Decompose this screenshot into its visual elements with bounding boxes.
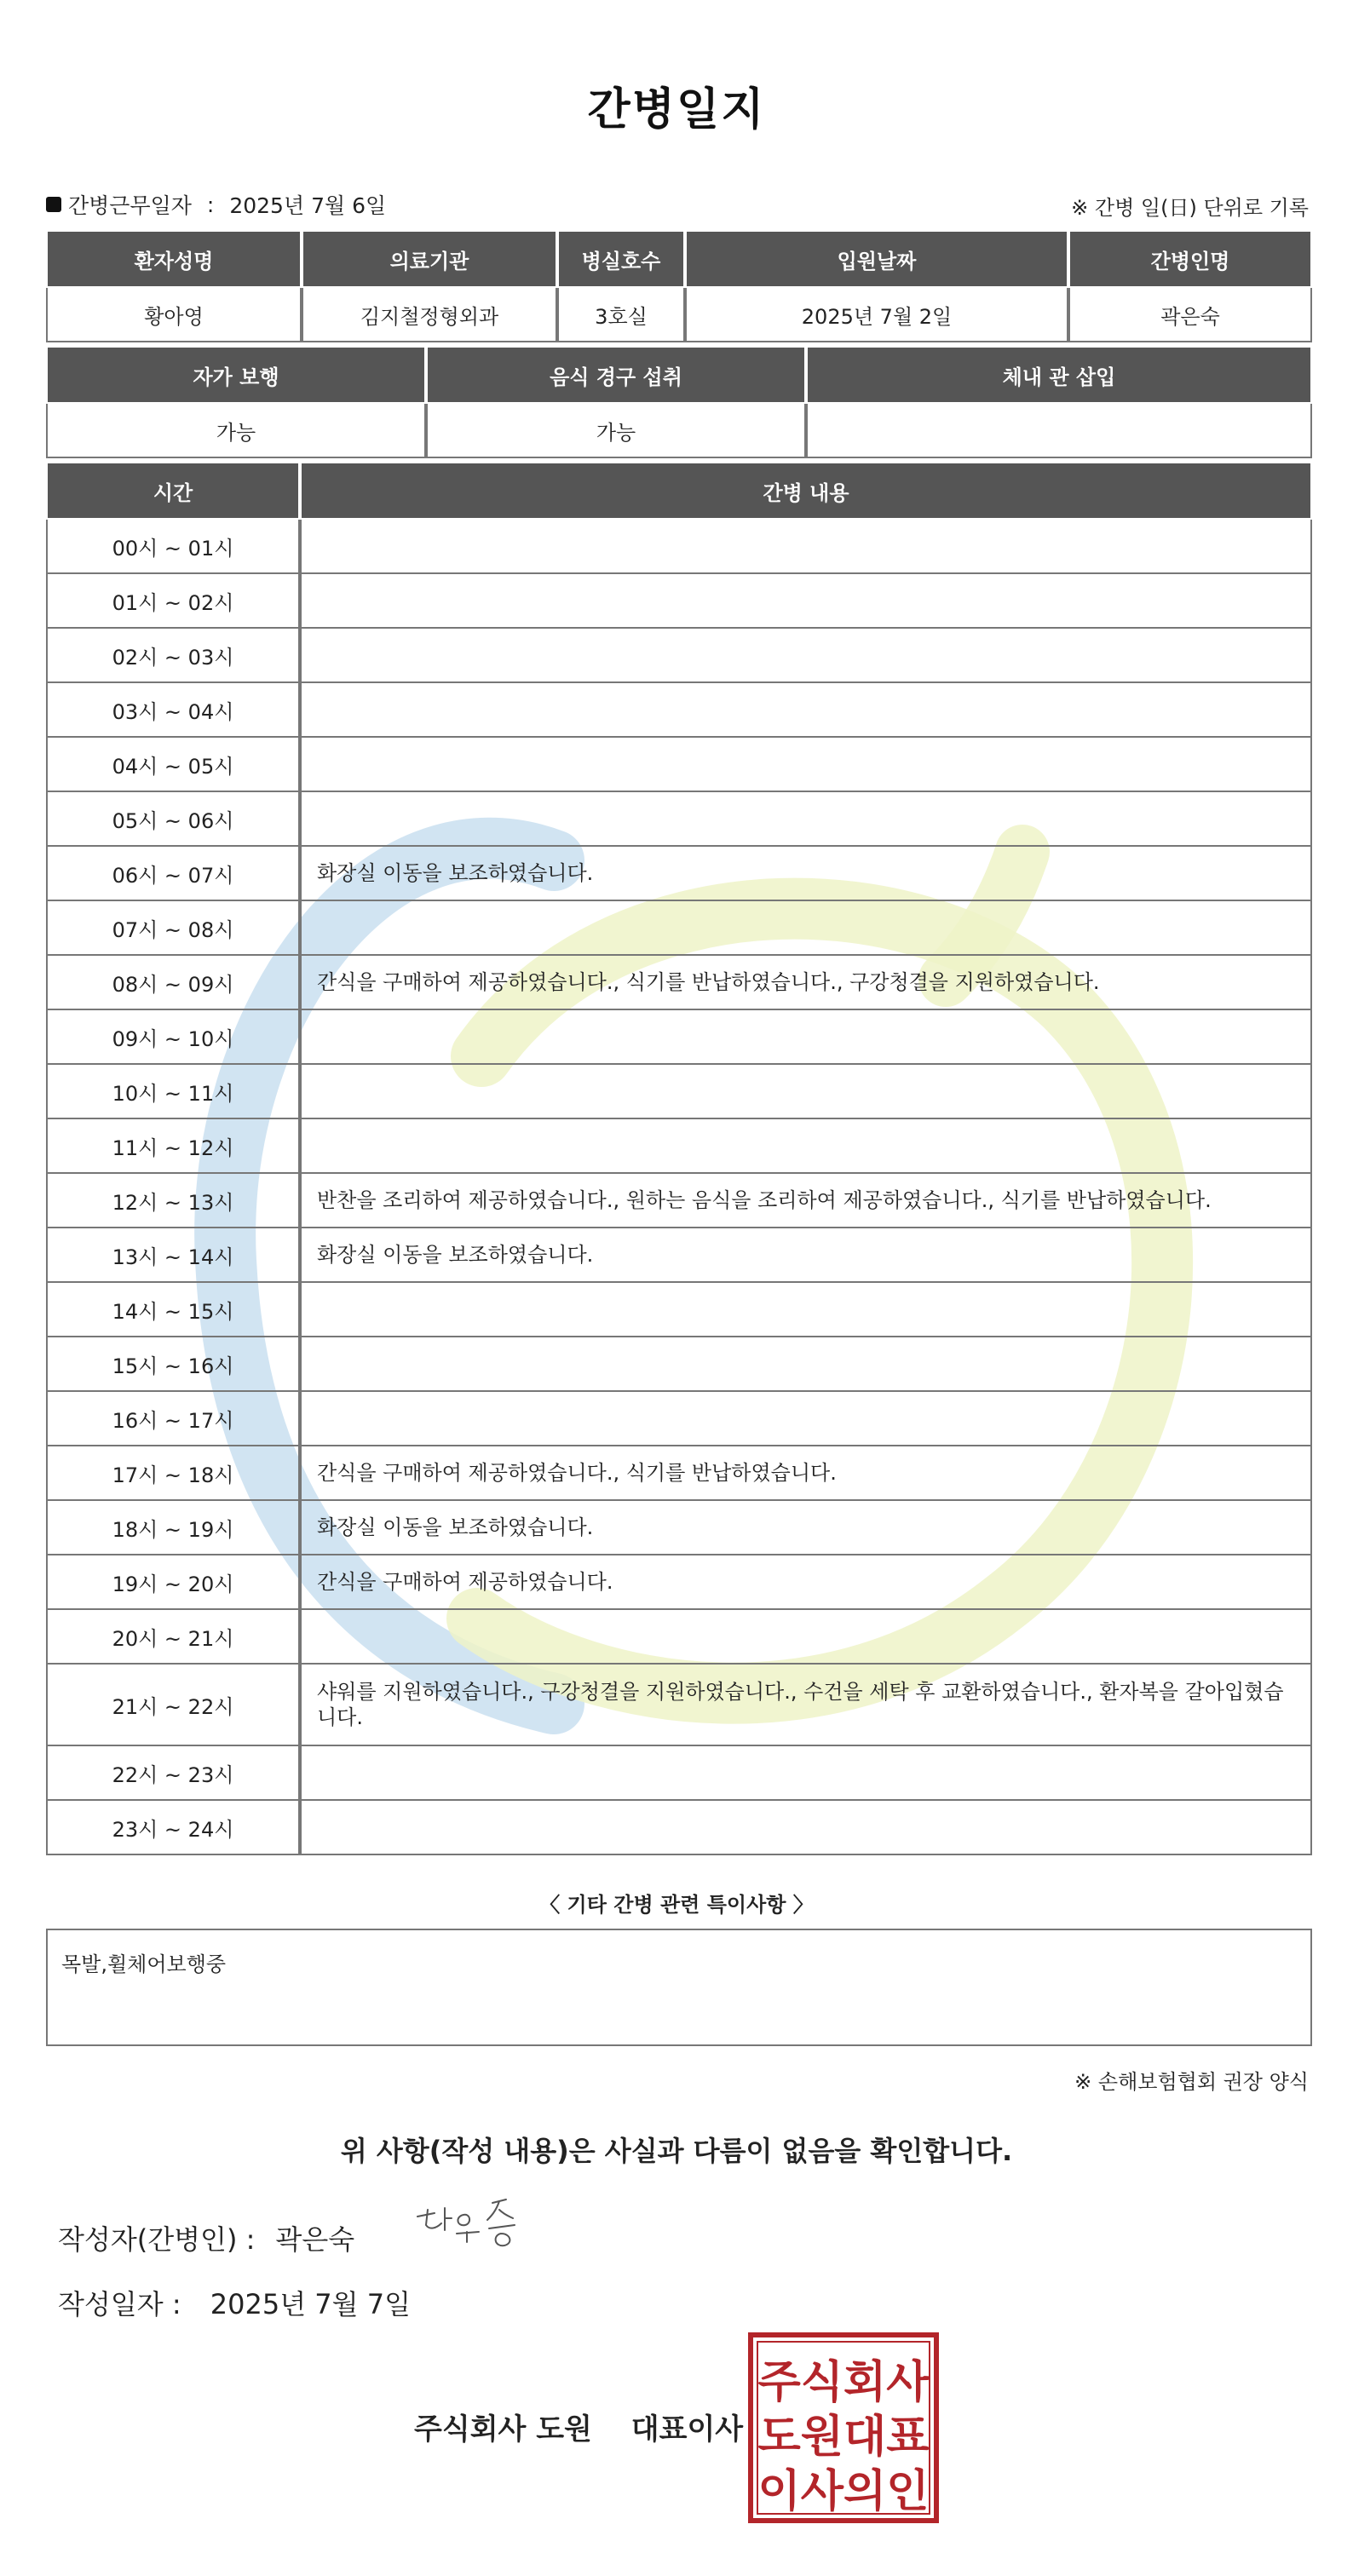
svg-text:주식회사: 주식회사 [757,2357,930,2408]
time-slot: 06시 ~ 07시 [46,847,300,901]
patient-info-table [46,230,1312,342]
table-row [46,1501,1312,1555]
patient-status-header-row [46,346,1312,404]
time-slot: 16시 ~ 17시 [46,1392,300,1446]
care-content [300,1610,1312,1665]
care-content: 샤워를 지원하였습니다., 구강청결을 지원하였습니다., 수건을 세탁 후 교환하였습니다., 환자복을 갈아입혔습니다. [300,1665,1312,1746]
time-slot: 21시 ~ 22시 [46,1665,300,1746]
time-slot: 17시 ~ 18시 [46,1446,300,1501]
table-row [46,901,1312,956]
work-date [46,189,386,220]
table-row [46,1228,1312,1283]
care-content: 간식을 구매하여 제공하였습니다., 식기를 반납하였습니다. [300,1446,1312,1501]
writer-name: 곽은숙 [275,2223,355,2256]
writer-line [58,2218,354,2257]
header-hospital: 의료기관 [302,230,557,288]
time-slot: 08시 ~ 09시 [46,956,300,1010]
table-row [46,1392,1312,1446]
patient-status-value-row [46,404,1312,458]
care-content [300,792,1312,847]
time-slot: 20시 ~ 21시 [46,1610,300,1665]
svg-text:이사의인: 이사의인 [757,2466,930,2517]
handwritten-signature [411,2191,530,2259]
remarks-title: 〈 기타 간병 관련 특이사항 〉 [539,1893,814,1917]
svg-text:도원대표: 도원대표 [757,2412,930,2463]
confirmation-statement: 위 사항(작성 내용)은 사실과 다름이 없음을 확인합니다. [340,2135,1013,2167]
care-log-header-row [46,462,1312,520]
company-name: 주식회사 도원 [414,2412,592,2447]
care-content [300,738,1312,792]
company-seal-stamp [748,2332,939,2523]
representative-title: 대표이사 [630,2412,744,2447]
form-note: ※ 손해보험협회 권장 양식 [1074,2070,1309,2094]
time-slot: 02시 ~ 03시 [46,629,300,683]
time-slot: 01시 ~ 02시 [46,574,300,629]
care-content: 간식을 구매하여 제공하였습니다. [300,1555,1312,1610]
admission-date: 2025년 7월 2일 [685,288,1068,342]
remarks-box [46,1929,1312,2046]
table-row [46,1610,1312,1665]
header-room-number: 병실호수 [557,230,685,288]
care-content [300,1119,1312,1174]
header-admission-date: 입원날짜 [685,230,1068,288]
table-row [46,574,1312,629]
time-slot: 15시 ~ 16시 [46,1337,300,1392]
table-row [46,1119,1312,1174]
written-date-line [58,2283,411,2322]
time-slot: 13시 ~ 14시 [46,1228,300,1283]
table-row [46,520,1312,574]
writer-label: 작성자(간병인) : [58,2223,256,2256]
care-content [300,1392,1312,1446]
table-row [46,1446,1312,1501]
care-content: 화장실 이동을 보조하였습니다. [300,1501,1312,1555]
table-row [46,1283,1312,1337]
care-content [300,1065,1312,1119]
time-slot: 04시 ~ 05시 [46,738,300,792]
written-date-label: 작성일자 : [58,2288,181,2320]
table-row [46,1010,1312,1065]
care-content: 화장실 이동을 보조하였습니다. [300,847,1312,901]
remarks-text: 목발,휠체어보행중 [61,1952,227,1976]
table-row [46,1555,1312,1610]
table-row [46,1065,1312,1119]
table-row [46,1337,1312,1392]
header-patient-name: 환자성명 [46,230,302,288]
header-care-content: 간병 내용 [300,462,1312,520]
bullet-icon [46,197,61,212]
table-row [46,847,1312,901]
time-slot: 23시 ~ 24시 [46,1801,300,1855]
care-content [300,1801,1312,1855]
work-date-value: 2025년 7월 6일 [229,193,387,218]
care-content [300,1283,1312,1337]
written-date-value: 2025년 7월 7일 [210,2288,412,2320]
care-content: 반찬을 조리하여 제공하였습니다., 원하는 음식을 조리하여 제공하였습니다., 식기를 반납하였습니다. [300,1174,1312,1228]
table-row [46,1746,1312,1801]
time-slot: 03시 ~ 04시 [46,683,300,738]
care-content [300,629,1312,683]
time-slot: 07시 ~ 08시 [46,901,300,956]
time-slot: 19시 ~ 20시 [46,1555,300,1610]
work-date-separator: : [206,192,215,217]
self-walking-value: 가능 [46,404,426,458]
time-slot: 05시 ~ 06시 [46,792,300,847]
care-content [300,520,1312,574]
tube-insertion-value [806,404,1312,458]
page-title: 간병일지 [587,84,766,135]
hospital-name: 김지철정형외과 [302,288,557,342]
care-content [300,1337,1312,1392]
care-content [300,574,1312,629]
time-slot: 00시 ~ 01시 [46,520,300,574]
time-slot: 18시 ~ 19시 [46,1501,300,1555]
table-row [46,792,1312,847]
time-slot: 22시 ~ 23시 [46,1746,300,1801]
time-slot: 09시 ~ 10시 [46,1010,300,1065]
time-slot: 11시 ~ 12시 [46,1119,300,1174]
patient-info-header-row [46,230,1312,288]
work-date-label: 간병근무일자 [68,193,192,218]
care-content: 간식을 구매하여 제공하였습니다., 식기를 반납하였습니다., 구강청결을 지원하였습니다. [300,956,1312,1010]
header-time: 시간 [46,462,300,520]
table-row [46,956,1312,1010]
care-content [300,1746,1312,1801]
table-row [46,1801,1312,1855]
patient-info-value-row [46,288,1312,342]
care-content [300,1010,1312,1065]
care-content: 화장실 이동을 보조하였습니다. [300,1228,1312,1283]
patient-status-table [46,346,1312,458]
patient-name: 황아영 [46,288,302,342]
table-row [46,1174,1312,1228]
header-caregiver-name: 간병인명 [1068,230,1312,288]
care-log-table [46,462,1312,1855]
care-content [300,683,1312,738]
table-row [46,683,1312,738]
table-row [46,1665,1312,1746]
unit-note: ※ 간병 일(日) 단위로 기록 [1071,196,1309,220]
header-oral-intake: 음식 경구 섭취 [426,346,806,404]
table-row [46,629,1312,683]
caregiver-name: 곽은숙 [1068,288,1312,342]
table-row [46,738,1312,792]
company-line [414,2406,743,2447]
time-slot: 10시 ~ 11시 [46,1065,300,1119]
time-slot: 14시 ~ 15시 [46,1283,300,1337]
header-self-walking: 자가 보행 [46,346,426,404]
time-slot: 12시 ~ 13시 [46,1174,300,1228]
header-tube-insertion: 체내 관 삽입 [806,346,1312,404]
room-number: 3호실 [557,288,685,342]
oral-intake-value: 가능 [426,404,806,458]
care-content [300,901,1312,956]
